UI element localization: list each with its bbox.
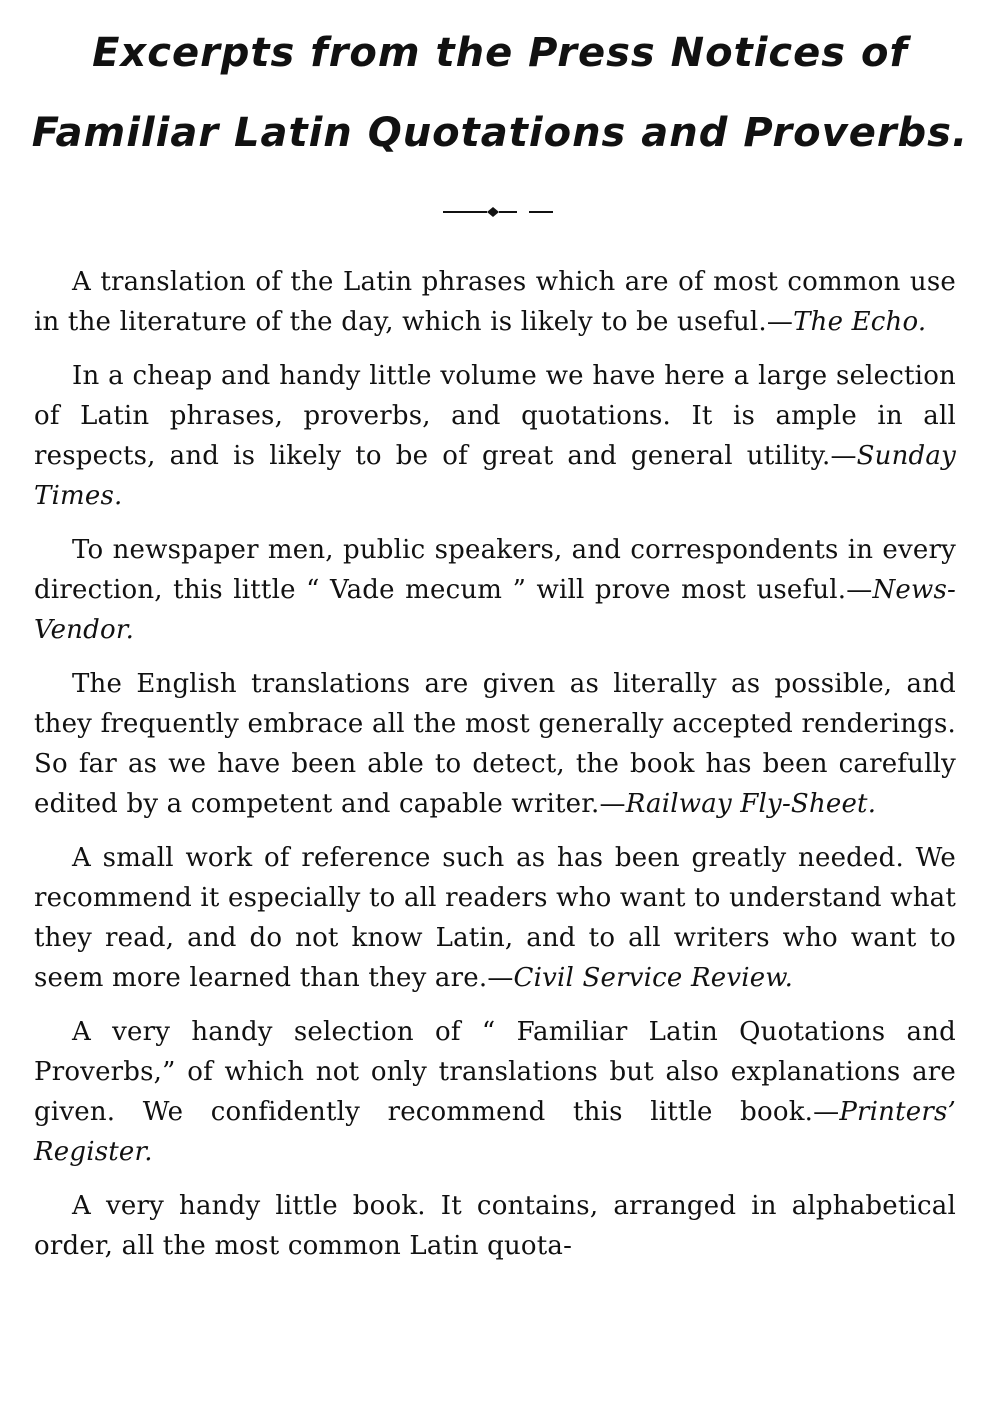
notice-source: News-Vendor. [34,575,956,645]
notice-text: To newspaper men, public speakers, and correspondents in every direction, this little “ Vade mecum ” will prove most useful.— [34,535,956,605]
notice-source: Sunday Times. [34,441,956,511]
notice-text: A small work of reference such as has been greatly needed. We recommend it especially to all readers who want to understand what they read, and do not know Latin, and to all writers who want to seem more learned than they are.— [34,843,956,993]
notice-source: Civil Service Review. [513,963,794,993]
notice-text: A translation of the Latin phrases which are of most common use in the literature of the day, which is likely to be useful.— [34,267,956,337]
notice-text: A very handy little book. It contains, arranged in alphabetical order, all the most common Latin quota- [34,1191,956,1261]
press-notice-7 [34,1186,956,1266]
notice-source: The Echo. [793,307,927,337]
press-notice-1 [34,262,956,342]
press-notice-6 [34,1012,956,1172]
notice-text: A very handy selection of “ Familiar Latin Quotations and Proverbs,” of which not only translations but also explanations are given. We confidently recommend this little book.— [34,1017,956,1127]
notice-source: Railway Fly-Sheet. [625,789,877,819]
press-notice-5 [34,838,956,998]
page-title-line-1: Excerpts from the Press Notices of [92,30,908,76]
press-notices [34,262,956,1280]
page-title-line-2: Familiar Latin Quotations and Proverbs. [31,110,969,156]
press-notice-3 [34,530,956,650]
diamond-rule-ornament-icon [443,205,553,219]
notice-source: Printers’ Register. [34,1097,956,1167]
notice-text: In a cheap and handy little volume we have here a large selection of Latin phrases, proverbs, and quotations. It is ample in all respects, and is likely to be of great and general utility.— [34,361,956,471]
notice-text: The English translations are given as literally as possible, and they frequently embrace all the most generally accepted renderings. So far as we have been able to detect, the book has been carefully edited by a competent and capable writer.— [34,669,956,819]
press-notice-2 [34,356,956,516]
press-notice-4 [34,664,956,824]
